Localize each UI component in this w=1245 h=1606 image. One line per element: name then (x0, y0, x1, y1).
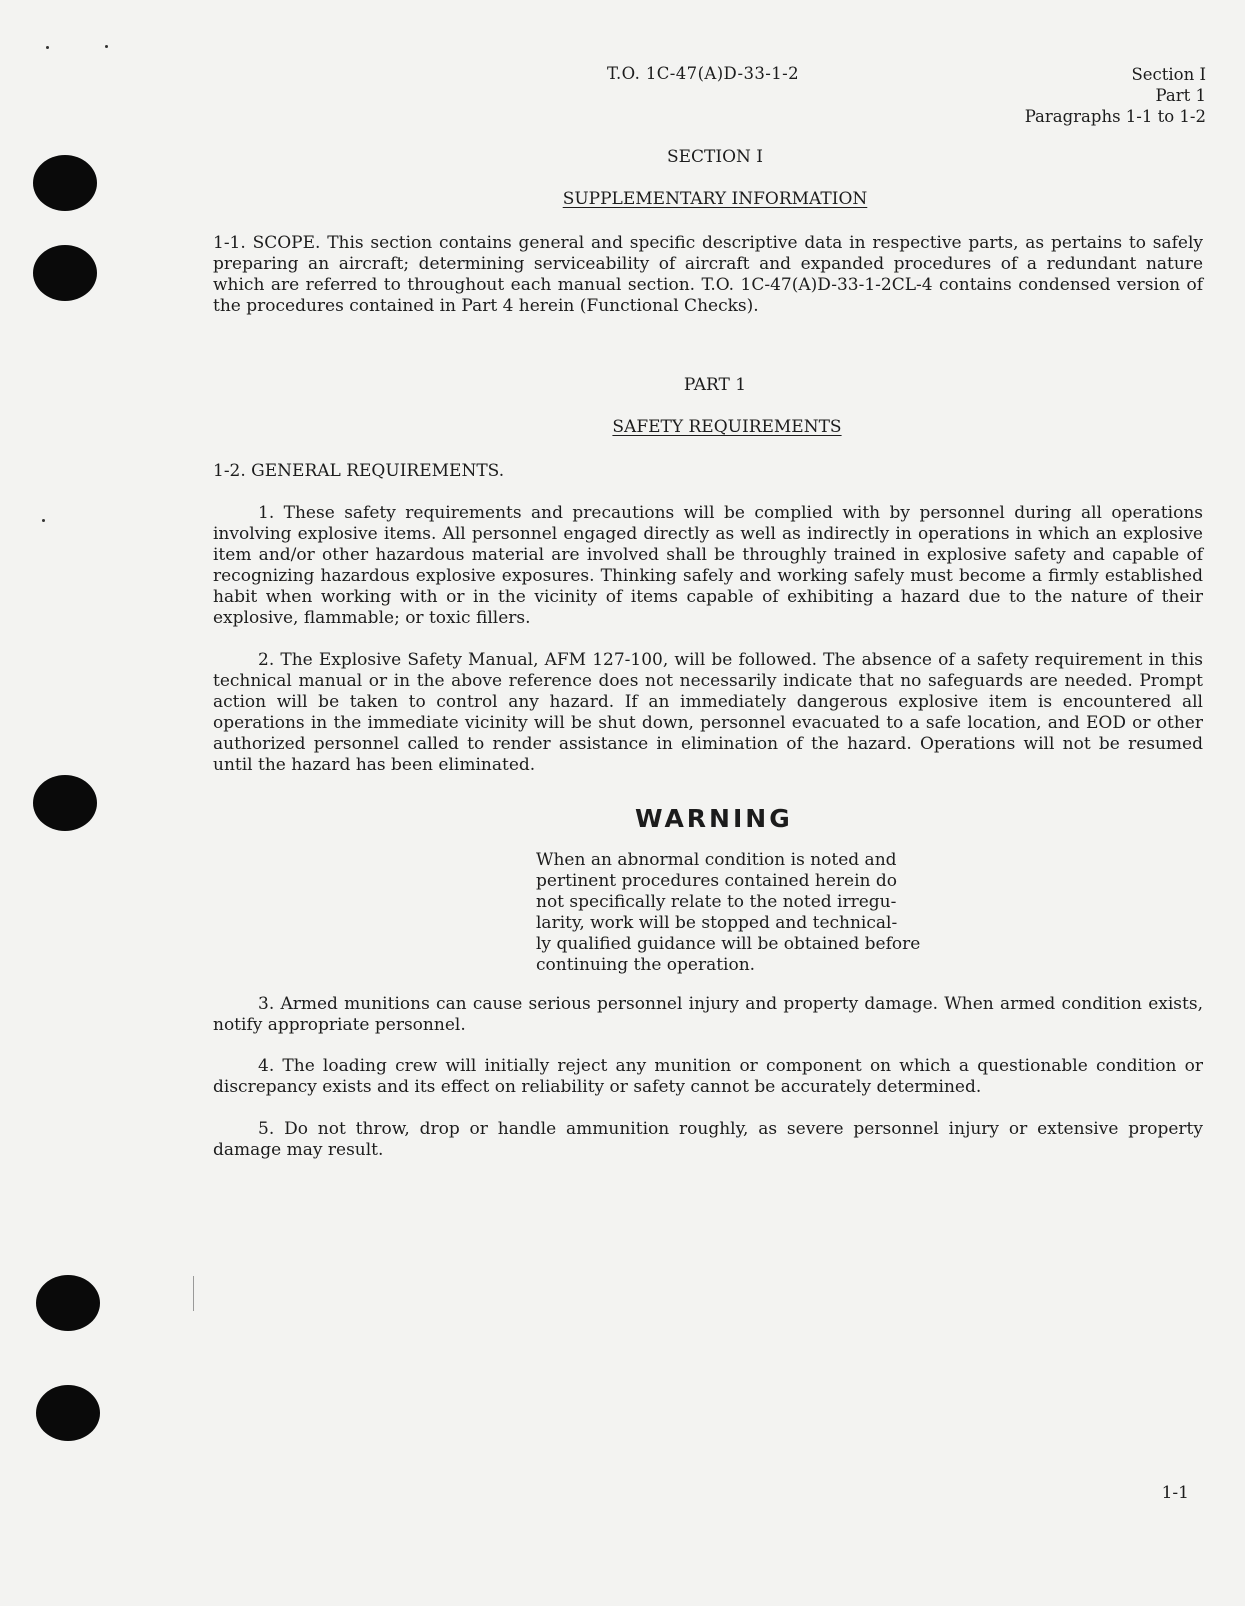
punch-hole (36, 1275, 100, 1331)
paragraphs-label: Paragraphs 1-1 to 1-2 (1024, 107, 1206, 126)
speck (42, 519, 45, 522)
warning-line: pertinent procedures contained herein do (536, 871, 898, 891)
section-label: Section I (1131, 65, 1206, 84)
scope-paragraph: 1-1. SCOPE. This section contains general and specific descriptive data in respective parts, as pertains to safely preparing an aircraft; determining serviceability of aircraft and expanded procedures of a redundant nature which are referred to throughout each manual section. T.O. 1C-47(A)D-33-1-2CL-4 contains condensed version of the procedures contained in Part 4 herein (Functional Checks). (213, 233, 1203, 316)
warning-line: larity, work will be stopped and technical- (536, 913, 898, 933)
warning-text (536, 850, 956, 976)
punch-hole (36, 1385, 100, 1441)
margin-mark (193, 1276, 194, 1311)
part-label: Part 1 (1155, 86, 1206, 105)
speck (46, 46, 49, 49)
section-subtitle: SUPPLEMENTARY INFORMATION (562, 189, 868, 209)
warning-line: When an abnormal condition is noted and (536, 850, 897, 870)
punch-hole (33, 245, 97, 301)
page-number: 1-1 (1161, 1483, 1189, 1503)
warning-line: not specifically relate to the noted irregu- (536, 892, 897, 912)
requirement-item-2: 2. The Explosive Safety Manual, AFM 127-100, will be followed. The absence of a safety requirement in this technical manual or in the above reference does not necessarily indicate that no safeguards are needed. Prompt action will be taken to control any hazard. If an immediately dangerous explosive item is encountered all operations in the immediate vicinity will be shut down, personnel evacuated to a safe location, and EOD or other authorized personnel called to render assistance in elimination of the hazard. Operations will not be resumed until the hazard has been eliminated. (213, 650, 1203, 775)
requirement-item-1: 1. These safety requirements and precautions will be complied with by personnel during all operations involving explosive items. All personnel engaged directly as well as indirectly in operations in which an explosive item and/or other hazardous material are involved shall be throughly trained in explosive safety and capable of recognizing hazardous explosive exposures. Thinking safely and working safely must become a firmly established habit when working with or in the vicinity of items capable of exhibiting a hazard due to the nature of their explosive, flammable; or toxic fillers. (213, 503, 1203, 628)
general-requirements-heading: 1-2. GENERAL REQUIREMENTS. (213, 461, 505, 481)
section-title: SECTION I (666, 147, 764, 167)
requirement-item-3: 3. Armed munitions can cause serious personnel injury and property damage. When armed condition exists, notify appropriate personnel. (213, 994, 1203, 1035)
requirement-item-4: 4. The loading crew will initially reject any munition or component on which a questionable condition or discrepancy exists and its effect on reliability or safety cannot be accurately determined. (213, 1056, 1203, 1097)
warning-heading: WARNING (635, 804, 793, 833)
part-title: PART 1 (683, 375, 747, 395)
speck (105, 45, 108, 48)
punch-hole (33, 775, 97, 831)
requirement-item-5: 5. Do not throw, drop or handle ammunition roughly, as severe personnel injury or extensive property damage may result. (213, 1119, 1203, 1160)
part-subtitle: SAFETY REQUIREMENTS (612, 417, 842, 437)
section-reference (946, 64, 1206, 127)
to-number: T.O. 1C-47(A)D-33-1-2 (607, 64, 800, 83)
warning-line: continuing the operation. (536, 955, 756, 975)
warning-line: ly qualified guidance will be obtained before (536, 934, 921, 954)
